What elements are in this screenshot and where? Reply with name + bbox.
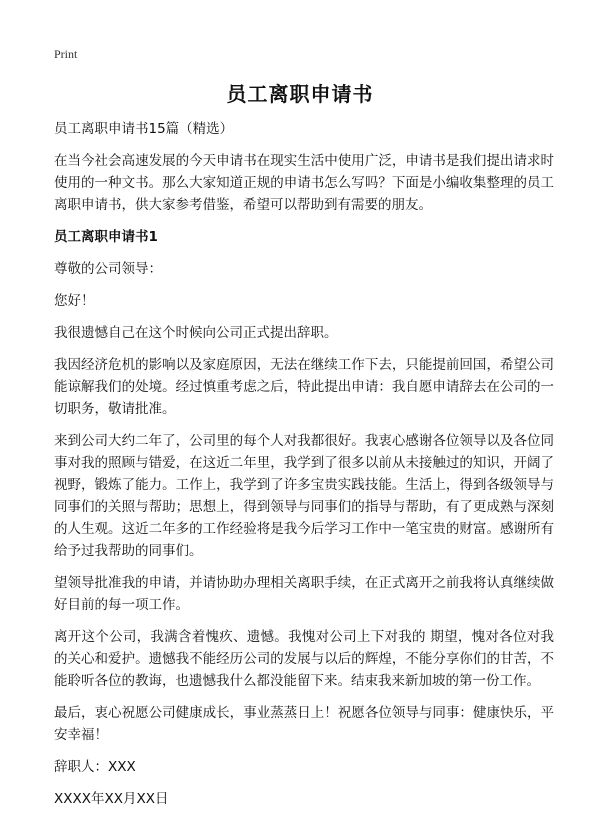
print-label: Print — [54, 47, 78, 61]
section-heading: 员工离职申请书1 — [54, 229, 158, 245]
date-line: XXXX年XX月XX日 — [54, 791, 169, 807]
document-subtitle: 员工离职申请书15篇（精选） — [54, 121, 234, 137]
greeting: 您好！ — [54, 293, 95, 309]
body-paragraph: 我因经济危机的影响以及家庭原因，无法在继续工作下去，只能提前回国，希望公司能谅解我们的处境。经过慎重考虑之后，特此提出申请：我自愿申请辞去在公司的一切职务，敬请批准。 — [54, 357, 554, 417]
body-paragraph: 我很遗憾自己在这个时候向公司正式提出辞职。 — [54, 325, 338, 341]
salutation: 尊敬的公司领导： — [54, 261, 162, 277]
document-title: 员工离职申请书 — [226, 82, 374, 106]
body-paragraph: 离开这个公司，我满含着愧疚、遗憾。我愧对公司上下对我的 期望，愧对各位对我的关心和爱护。遗憾我不能经历公司的发展与以后的辉煌，不能分享你们的甘苦，不能聆听各位的教诲，也遗憾我什么都没能留下来。结束我来新加坡的第一份工作。 — [54, 629, 554, 689]
intro-paragraph: 在当今社会高速发展的今天申请书在现实生活中使用广泛，申请书是我们提出请求时使用的一种文书。那么大家知道正规的申请书怎么写吗？下面是小编收集整理的员工离职申请书，供大家参考借鉴，希望可以帮助到有需要的朋友。 — [54, 153, 554, 213]
document-body — [54, 118, 554, 820]
closing-paragraph: 最后，衷心祝愿公司健康成长，事业蒸蒸日上！祝愿各位领导与同事：健康快乐，平安幸福！ — [54, 705, 554, 743]
body-paragraph: 望领导批准我的申请，并请协助办理相关离职手续，在正式离开之前我将认真继续做好目前的每一项工作。 — [54, 575, 554, 613]
body-paragraph: 来到公司大约二年了，公司里的每个人对我都很好。我衷心感谢各位领导以及各位同事对我的照顾与错爱，在这近二年里，我学到了很多以前从未接触过的知识，开阔了视野，锻炼了能力。工作上，我学到了许多宝贵实践技能。生活上，得到各级领导与同事们的关照与帮助；思想上，得到领导与同事们的指导与帮助，有了更成熟与深刻的人生观。这近二年多的工作经验将是我今后学习工作中一笔宝贵的财富。感谢所有给予过我帮助的同事们。 — [54, 433, 554, 559]
signature-line: 辞职人：XXX — [54, 759, 136, 775]
